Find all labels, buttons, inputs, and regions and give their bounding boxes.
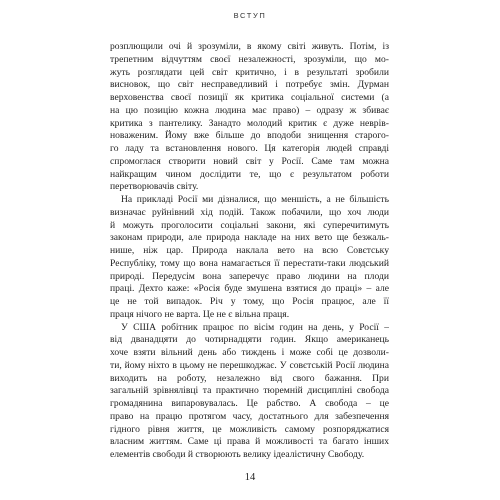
text-line: громадянина випаровувалась. Це рабство. А свобода – це [110, 398, 389, 409]
paragraph [110, 194, 389, 322]
text-line: найкращим чином дослідити те, що є результатом роботи [110, 168, 389, 180]
text-line: Республіку, тому що вона намагається її перестати-таки людський [110, 257, 389, 269]
text-line: право на працю протягом часу, достатнього для забезпечення [110, 410, 389, 422]
text-line: хоче взяти вільний день або тиждень і може собі це дозволи- [110, 347, 389, 358]
paragraph [110, 322, 389, 462]
text-line: праці. Дехто каже: «Росія буде змушена взятися до праці» – але [110, 283, 389, 295]
body-text [110, 41, 389, 462]
text-line: нише, ніж цар. Природа наклала вето на всю Совєтську [110, 245, 389, 256]
text-line: праця нічого не варта. Це не є вільна праця. [110, 308, 290, 320]
running-header: ВСТУП [233, 11, 267, 20]
text-line: виходить на роботу, незалежно від свого бажання. При [110, 372, 389, 384]
text-line: розплющили очі й зрозуміли, в якому світі живуть. Потім, із [110, 41, 389, 52]
text-line: На прикладі Росії ми дізналися, що меншість, а не більшість [121, 194, 389, 205]
text-line: висновок, що світ несправедливий і потребує змін. Дурман [110, 79, 389, 91]
text-line: загальній зрівнялівці та практично тюремній дисципліні свобода [110, 385, 389, 397]
text-line: це не той випадок. Річ у тому, що Росія працює, але її [110, 296, 389, 307]
text-line: ти, йому ніхто в цьому не перешкоджає. У совєтській Росії людина [110, 359, 389, 371]
text-line: спромоглася створити новий світ у Росії. Саме там можна [110, 155, 389, 167]
text-line: верховенства своєї позиції як критика соціальної системи (а [110, 92, 389, 103]
text-line: на цю позицію кожна людина має право) – одразу ж збиває [110, 104, 389, 116]
paragraph [110, 41, 389, 194]
text-line: природі. Передусім вона заперечує право людини на плоди [110, 270, 389, 282]
text-line: У США робітник працює по вісім годин на день, у Росії – [121, 321, 389, 333]
text-line: від дванадцяти до чотирнадцяти годин. Якщо американець [110, 334, 389, 346]
page-number: 14 [244, 472, 256, 483]
text-line: законам природи, але природа накладе на них вето ще безжаль- [110, 232, 389, 244]
text-line: елементів свободи й створюють велику ідеалістичну Свободу. [110, 449, 365, 460]
text-line: визначає руйнівний хід подій. Також побачили, що хоч люди [110, 206, 389, 218]
text-line: гідного рівня життя, це можливість самому розпоряджатися [110, 423, 389, 435]
text-line: критика з пантелику. Занадто молодий критик є дуже неврів- [110, 117, 389, 129]
text-line: трепетним відчуттям своєї незалежності, зрозуміли, що мо- [110, 53, 389, 65]
text-line: й можуть проголосити соціальні закони, які суперечитимуть [110, 219, 389, 231]
text-line: новаженим. Йому вже більше до вподоби знищення старого- [110, 130, 389, 142]
text-line: перетворювачів світу. [110, 181, 199, 193]
text-line: власним життям. Саме ці права й можливості та багато інших [110, 436, 389, 448]
text-line: го ладу та встановлення нового. Ця категорія людей справді [110, 143, 389, 154]
text-line: жуть розглядати цей світ критично, і в результаті зробили [110, 66, 389, 78]
